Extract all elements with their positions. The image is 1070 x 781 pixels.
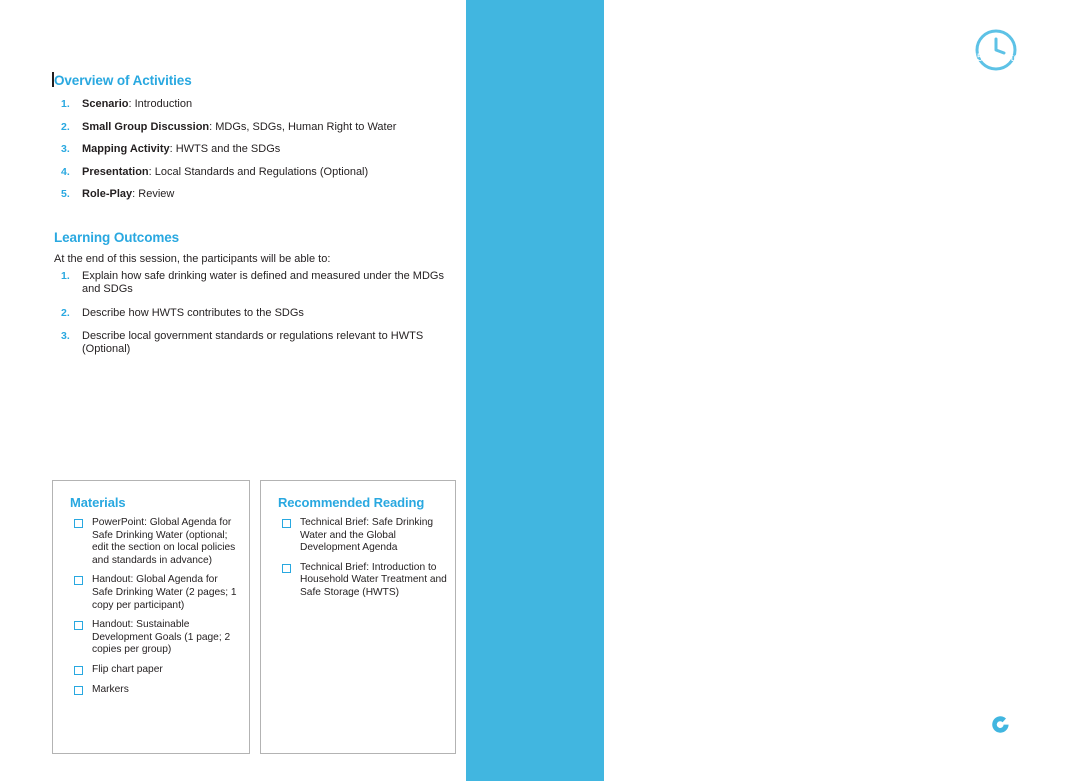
list-item-text: Describe local government standards or regulations relevant to HWTS (Optional) xyxy=(82,330,424,355)
water-droplet-icon xyxy=(985,698,1017,738)
list-number: 2. xyxy=(61,306,70,319)
checkbox-icon[interactable] xyxy=(282,519,291,528)
learning-outcomes-list xyxy=(58,270,460,367)
checkbox-icon[interactable] xyxy=(74,621,83,630)
list-item-text: : MDGs, SDGs, Human Right to Water xyxy=(209,120,397,133)
materials-heading: Materials xyxy=(70,495,126,510)
list-item xyxy=(58,143,458,156)
list-item xyxy=(70,684,241,697)
list-item-text: Explain how safe drinking water is defined and measured under the MDGs and SDGs xyxy=(82,270,444,295)
clock-icon xyxy=(974,28,1018,72)
list-item xyxy=(278,562,447,600)
list-item-text: Describe how HWTS contributes to the SDGs xyxy=(82,306,304,319)
list-item-text: : Introduction xyxy=(128,98,193,110)
list-item xyxy=(58,270,460,296)
list-number: 1. xyxy=(61,98,70,110)
list-item-text: Handout: Sustainable Development Goals (1 page; 2 copies per group) xyxy=(92,619,231,656)
cawst-wordmark: CAWST xyxy=(969,742,1033,759)
list-item-label: Role-Play xyxy=(82,188,133,200)
list-item xyxy=(58,307,460,320)
checkbox-icon[interactable] xyxy=(74,666,83,675)
recommended-reading-box xyxy=(260,480,456,754)
list-item xyxy=(70,619,241,657)
duration-label: 65–75 minutes total xyxy=(952,52,1050,64)
list-item xyxy=(58,98,458,111)
list-item xyxy=(58,121,458,134)
recommended-reading-checklist xyxy=(278,517,447,607)
list-item xyxy=(70,574,241,612)
list-item-label: Small Group Discussion xyxy=(82,120,210,133)
lesson-plan-kicker: Lesson Plan xyxy=(988,93,1000,160)
overview-of-activities-heading: Overview of Activities xyxy=(54,73,192,88)
list-item-text: : HWTS and the SDGs xyxy=(169,143,281,155)
list-item-text: Handout: Global Agenda for Safe Drinking Water (2 pages; 1 copy per participant) xyxy=(92,574,237,611)
list-item-label: Presentation xyxy=(82,165,149,178)
list-number: 1. xyxy=(61,270,70,282)
list-item-text: Flip chart paper xyxy=(92,663,163,675)
list-item-text: : Review xyxy=(132,188,175,200)
checkbox-icon[interactable] xyxy=(74,686,83,695)
list-number: 3. xyxy=(61,143,70,155)
materials-checklist xyxy=(70,517,241,703)
list-item-text: PowerPoint: Global Agenda for Safe Drinking Water (optional; edit the section on local policies and standards in advance) xyxy=(92,517,236,566)
list-item-text: Markers xyxy=(92,683,129,695)
recommended-reading-heading: Recommended Reading xyxy=(278,495,425,510)
list-item xyxy=(58,166,458,179)
list-number: 3. xyxy=(61,330,70,342)
list-number: 4. xyxy=(61,165,70,178)
list-item xyxy=(70,664,241,677)
checkbox-icon[interactable] xyxy=(74,519,83,528)
document-title: Global Agenda for Safe Drinking Water xyxy=(1018,102,1041,462)
list-number: 5. xyxy=(61,188,70,200)
list-number: 2. xyxy=(61,120,70,133)
overview-activities-list xyxy=(58,98,458,211)
list-item xyxy=(278,517,447,555)
list-item-text: Technical Brief: Safe Drinking Water and the Global Development Agenda xyxy=(300,517,434,554)
list-item xyxy=(58,188,458,201)
checkbox-icon[interactable] xyxy=(282,564,291,573)
list-item-text: Technical Brief: Introduction to Household Water Treatment and Safe Storage (HWTS) xyxy=(300,561,447,598)
main-content-column xyxy=(0,0,466,781)
list-item-text: : Local Standards and Regulations (Optional) xyxy=(148,165,369,178)
list-item xyxy=(58,330,460,356)
cawst-logo xyxy=(932,698,1070,759)
materials-box xyxy=(52,480,250,754)
list-item xyxy=(70,517,241,567)
learning-outcomes-intro: At the end of this session, the participants will be able to: xyxy=(54,253,331,265)
list-item-label: Scenario xyxy=(82,98,129,110)
checkbox-icon[interactable] xyxy=(74,576,83,585)
list-item-label: Mapping Activity xyxy=(82,143,170,155)
learning-outcomes-heading: Learning Outcomes xyxy=(54,230,180,245)
right-sidebar xyxy=(466,0,1050,781)
